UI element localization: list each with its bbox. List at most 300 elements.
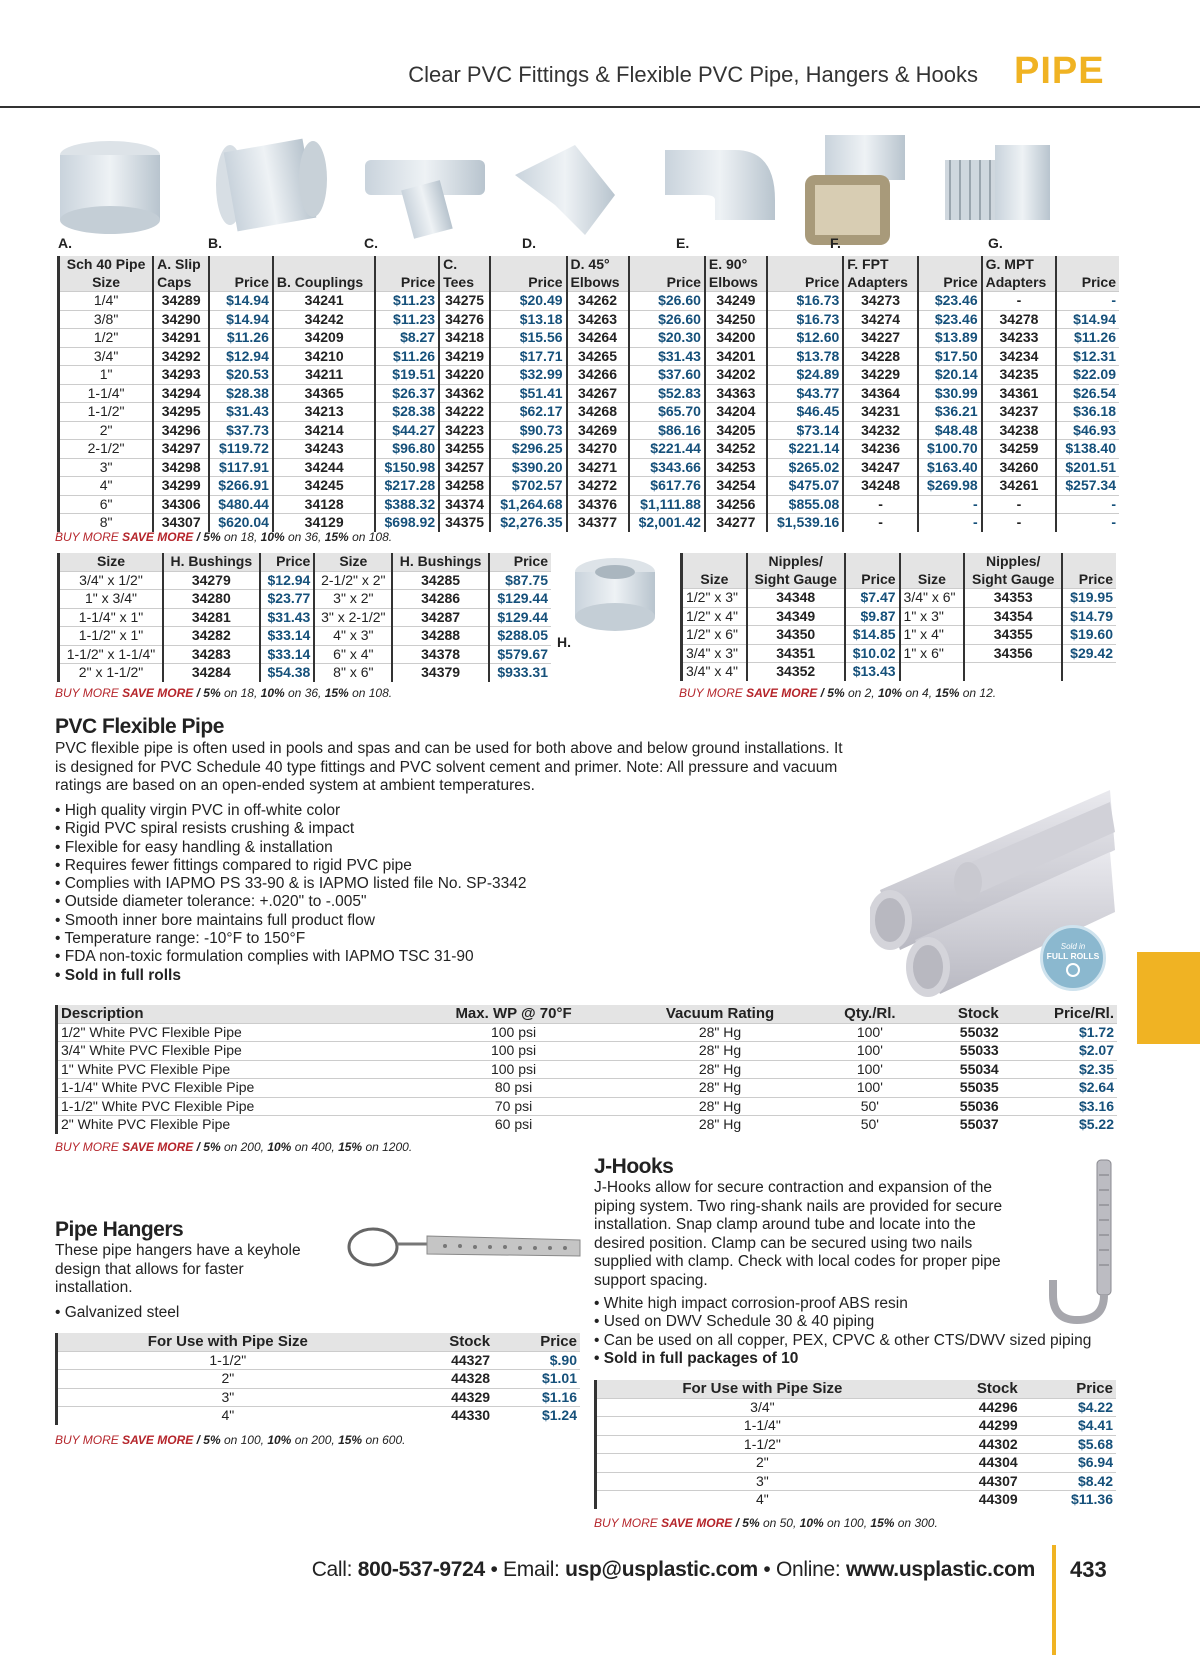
product-letter-a: A. — [58, 235, 72, 251]
table-cell: 44307 — [978, 1472, 1018, 1489]
website-link[interactable]: www.usplastic.com — [845, 1558, 1035, 1581]
table-cell: 34129 — [273, 514, 376, 532]
email-link[interactable]: usp@usplastic.com — [565, 1558, 758, 1581]
table-cell: 34258 — [439, 477, 490, 496]
table-cell: $19.51 — [375, 366, 439, 385]
column-header-line2: Price — [528, 273, 563, 290]
table-cell: 34232 — [843, 421, 918, 440]
table-cell: 28" Hg — [698, 1042, 742, 1058]
table-cell: 34374 — [439, 495, 490, 514]
table-cell: 34281 — [163, 608, 260, 627]
table-cell: 3/8" — [59, 310, 154, 329]
save-more-label: SAVE MORE — [122, 686, 194, 700]
column-header: Vacuum Rating — [620, 1005, 820, 1023]
table-cell: 34352 — [747, 663, 845, 681]
table-cell: 44304 — [978, 1454, 1018, 1470]
table-row — [57, 1097, 1118, 1116]
column-header-line1: Nipples/ — [768, 553, 823, 569]
column-header-line1: A. Slip — [157, 256, 201, 272]
table-cell: $5.68 — [1077, 1435, 1113, 1452]
column-header — [767, 256, 843, 292]
table-cell: $86.16 — [629, 421, 705, 440]
table-cell: 34295 — [153, 403, 209, 422]
feature-item: • Complies with IAPMO PS 33-90 & is IAPMO listed file No. SP-3342 — [55, 875, 775, 893]
feature-item: • FDA non-toxic formulation complies with IAPMO TSC 31-90 — [55, 948, 775, 966]
table-cell: $1.01 — [541, 1370, 577, 1386]
table-cell: $33.14 — [260, 645, 315, 664]
column-header-line2: Price — [400, 273, 436, 290]
discount-2: 10% — [267, 1140, 292, 1154]
table-cell: $30.99 — [918, 384, 982, 403]
table-cell: $579.67 — [489, 645, 551, 664]
jhooks-description: J-Hooks allow for secure contraction and expansion of the piping system. Two ring-shank nails are provided for secure installation. Snap clamp around tube and locate into the desired position. Clamp can be secured using two nails supplied with clamp. Check with local codes for proper pipe support spacing. — [594, 1179, 1003, 1289]
separator: / — [732, 1516, 743, 1530]
table-cell: $26.60 — [629, 310, 705, 329]
table-cell: $221.14 — [767, 440, 843, 459]
column-header: Max. WP @ 70°F — [407, 1005, 620, 1023]
flex-pipe-title: PVC Flexible Pipe — [55, 715, 224, 738]
table-row — [682, 626, 1117, 645]
flex-pipe-features — [55, 802, 775, 985]
table-cell: 34241 — [273, 292, 376, 311]
table-cell: $23.46 — [918, 292, 982, 311]
column-header — [629, 256, 705, 292]
table-cell: $698.92 — [375, 514, 439, 532]
table-cell: $150.98 — [375, 458, 439, 477]
table-cell: 28" Hg — [698, 1097, 742, 1114]
fittings-buy-more — [55, 530, 392, 544]
discount-3: 15% — [338, 1140, 363, 1154]
table-cell: $36.21 — [918, 403, 982, 422]
column-header-line2: Size — [917, 570, 946, 587]
badge-line2: FULL ROLLS — [1046, 951, 1100, 961]
table-cell: $138.40 — [1056, 440, 1119, 459]
table-cell: 1-1/4" White PVC Flexible Pipe — [61, 1079, 255, 1095]
table-cell: $14.85 — [845, 626, 900, 645]
table-cell: 1" White PVC Flexible Pipe — [61, 1060, 231, 1077]
table-cell: $269.98 — [918, 477, 982, 496]
table-cell: 100' — [856, 1042, 883, 1058]
table-cell: 1" x 3/4" — [59, 590, 164, 609]
table-cell: 34209 — [273, 329, 376, 348]
column-header: For Use with Pipe Size — [57, 1333, 398, 1351]
table-cell: 34231 — [843, 403, 918, 422]
table-cell: $62.17 — [490, 403, 566, 422]
discount-3: 15% — [935, 686, 960, 700]
discount-1: 5% — [203, 686, 221, 700]
save-more-label: SAVE MORE — [122, 1140, 194, 1154]
table-cell: 3" — [755, 1472, 769, 1489]
table-cell: $100.70 — [918, 440, 982, 459]
table-cell: 34378 — [392, 645, 489, 664]
column-header-line1: C. — [443, 256, 458, 272]
table-cell: 34210 — [273, 347, 376, 366]
table-cell: 34291 — [153, 329, 209, 348]
column-header-line2: Elbows — [570, 273, 620, 290]
table-cell: 8" x 6" — [314, 664, 392, 682]
table-cell: 34238 — [982, 421, 1057, 440]
discount-3: 15% — [324, 686, 349, 700]
table-cell: 1/2" x 4" — [682, 607, 747, 626]
column-header-line1 — [633, 256, 701, 274]
feature-item: • Temperature range: -10°F to 150°F — [55, 930, 775, 948]
page-footer — [0, 1555, 1200, 1655]
table-cell: 34364 — [843, 384, 918, 403]
table-cell: $13.78 — [767, 347, 843, 366]
table-row — [57, 1370, 581, 1389]
feature-item: • High quality virgin PVC in off-white color — [55, 802, 775, 820]
table-cell: 3/4" x 1/2" — [59, 571, 164, 590]
table-cell: 1-1/2" x 1-1/4" — [59, 645, 164, 664]
table-cell: 34265 — [567, 347, 629, 366]
bushing-image — [570, 552, 660, 642]
table-cell: 34228 — [843, 347, 918, 366]
discount-3: 15% — [324, 530, 349, 544]
pipe-hanger-image — [345, 1222, 585, 1277]
table-cell: $32.99 — [490, 366, 566, 385]
online-label: • Online: — [757, 1558, 846, 1581]
table-cell: 34288 — [392, 627, 489, 646]
table-cell: $3.16 — [1078, 1097, 1114, 1114]
table-cell: $33.14 — [260, 627, 315, 646]
table-cell: 34264 — [567, 329, 629, 348]
table-cell: 34350 — [747, 626, 845, 645]
table-cell: $2,276.35 — [490, 514, 566, 532]
table-cell: $221.44 — [629, 440, 705, 459]
feature-item: • Can be used on all copper, PEX, CPVC & other CTS/DWV sized piping — [594, 1332, 1134, 1350]
separator: / — [817, 686, 828, 700]
table-cell: 44329 — [451, 1388, 491, 1405]
table-cell: 4" — [755, 1491, 769, 1507]
flex-pipe-price-table — [55, 1005, 1117, 1134]
table-cell: 34307 — [153, 514, 209, 532]
column-header: For Use with Pipe Size — [596, 1380, 928, 1398]
column-header-line1 — [213, 256, 269, 274]
table-cell: 34276 — [439, 310, 490, 329]
table-row — [57, 1079, 1118, 1098]
buy-more-label: BUY MORE — [55, 686, 123, 700]
table-row — [59, 347, 1120, 366]
quantity-1: on 100, — [220, 1433, 268, 1447]
table-cell: $2.07 — [1078, 1042, 1114, 1058]
table-cell: 34202 — [705, 366, 767, 385]
table-cell: $2,001.42 — [629, 514, 705, 532]
table-row — [59, 664, 552, 682]
table-cell: 50' — [860, 1116, 879, 1132]
table-cell: 34254 — [705, 477, 767, 496]
table-cell: $20.14 — [918, 366, 982, 385]
table-cell: $12.94 — [260, 571, 315, 590]
hangers-features — [55, 1304, 179, 1322]
table-row — [59, 458, 1120, 477]
column-header — [439, 256, 490, 292]
table-cell: 55036 — [959, 1097, 999, 1114]
table-cell: 34277 — [705, 514, 767, 532]
table-cell: 50' — [860, 1097, 879, 1114]
table-cell: $129.44 — [489, 590, 551, 609]
table-cell: 34294 — [153, 384, 209, 403]
nipples-price-table — [680, 553, 1116, 681]
table-cell: $22.09 — [1056, 366, 1119, 385]
table-cell: 34235 — [982, 366, 1057, 385]
feature-item: • Requires fewer fittings compared to rigid PVC pipe — [55, 857, 775, 875]
table-cell: 1/4" — [59, 292, 154, 311]
table-cell: 2-1/2" x 2" — [314, 571, 392, 590]
table-cell: $11.23 — [375, 292, 439, 311]
table-cell: 34128 — [273, 495, 376, 514]
column-header — [705, 256, 767, 292]
separator: / — [193, 1433, 204, 1447]
table-cell: 34299 — [153, 477, 209, 496]
table-cell: $388.32 — [375, 495, 439, 514]
column-header-line2: Price — [234, 273, 269, 290]
table-cell: 1-1/4" — [743, 1417, 781, 1433]
column-header-line2: Sight Gauge — [972, 570, 1055, 587]
jhooks-price-table — [594, 1380, 1116, 1509]
email-label: • Email: — [484, 1558, 566, 1581]
column-header-line2: Tees — [443, 273, 474, 290]
flex-buy-more — [55, 1140, 412, 1154]
table-cell: $96.80 — [375, 440, 439, 459]
table-cell: 100' — [856, 1079, 883, 1095]
table-cell: 34283 — [163, 645, 260, 664]
table-cell: $13.89 — [918, 329, 982, 348]
product-letter-d: D. — [522, 235, 536, 251]
table-cell: 1/2" x 6" — [682, 626, 747, 645]
column-header-line2: Price — [1081, 273, 1116, 290]
table-cell: 34271 — [567, 458, 629, 477]
quantity-2: on 36, — [284, 530, 325, 544]
table-cell: 34376 — [567, 495, 629, 514]
table-cell: $9.87 — [845, 607, 900, 626]
discount-3: 15% — [870, 1516, 895, 1530]
table-cell: $620.04 — [209, 514, 273, 532]
quantity-2: on 100, — [823, 1516, 871, 1530]
section-label: PIPE — [1014, 50, 1105, 92]
table-cell: $31.43 — [260, 608, 315, 627]
phone-number[interactable]: 800-537-9724 — [357, 1558, 485, 1581]
table-cell: $8.27 — [375, 329, 439, 348]
column-header: H. Bushings — [392, 553, 489, 571]
table-cell: 4" x 3" — [314, 627, 392, 646]
table-cell: 34289 — [153, 292, 209, 311]
table-cell: 1-1/2" x 1" — [59, 627, 164, 646]
table-row — [59, 421, 1120, 440]
table-cell: $28.38 — [375, 403, 439, 422]
quantity-1: on 18, — [220, 686, 261, 700]
column-header-line2: Price — [805, 273, 840, 290]
table-cell: $12.31 — [1056, 347, 1119, 366]
table-cell: 55034 — [959, 1060, 999, 1077]
table-row — [59, 495, 1120, 514]
table-cell: $28.38 — [209, 384, 273, 403]
table-cell: $17.50 — [918, 347, 982, 366]
column-header: Price — [1021, 1380, 1116, 1398]
elbow45-image — [515, 145, 615, 235]
table-cell: $2.64 — [1078, 1079, 1114, 1095]
table-cell: 55032 — [959, 1023, 999, 1040]
table-row — [682, 607, 1117, 626]
table-cell: 100' — [856, 1023, 883, 1040]
table-cell: 1-1/2" White PVC Flexible Pipe — [61, 1097, 255, 1114]
table-cell: $17.71 — [490, 347, 566, 366]
table-cell: $46.93 — [1056, 421, 1119, 440]
quantity-1: on 18, — [220, 530, 261, 544]
column-header-line2: Size — [92, 273, 121, 290]
table-cell: 34204 — [705, 403, 767, 422]
table-cell: $65.70 — [629, 403, 705, 422]
feature-item: • Outside diameter tolerance: +.020" to -.005" — [55, 893, 775, 911]
table-cell: $19.95 — [1062, 589, 1116, 608]
fpt-adapter-image — [805, 135, 905, 245]
column-header-line2: Price — [1078, 570, 1113, 587]
column-header: H. Bushings — [163, 553, 260, 571]
table-cell: 34244 — [273, 458, 376, 477]
column-header-line1: E. 90° — [708, 256, 748, 272]
table-cell: 3" — [221, 1388, 235, 1405]
table-cell: 3/4" — [750, 1398, 775, 1415]
table-cell: 34354 — [964, 607, 1062, 626]
table-cell: $390.20 — [490, 458, 566, 477]
quantity-3: on 12. — [959, 686, 997, 700]
column-header — [845, 553, 900, 589]
table-cell: 34284 — [163, 664, 260, 682]
table-cell: 34356 — [964, 644, 1062, 663]
table-cell: 34348 — [747, 589, 845, 608]
table-row — [59, 590, 552, 609]
column-header: Size — [59, 553, 164, 571]
table-cell: 34278 — [982, 310, 1057, 329]
table-cell: 34293 — [153, 366, 209, 385]
separator: / — [193, 530, 204, 544]
feature-item: • Smooth inner bore maintains full product flow — [55, 912, 775, 930]
table-cell: $51.41 — [490, 384, 566, 403]
table-cell: - — [843, 514, 918, 532]
table-row — [596, 1398, 1117, 1417]
table-row — [682, 663, 1117, 681]
column-header: Price — [489, 553, 551, 571]
table-row — [596, 1491, 1117, 1509]
quantity-2: on 400, — [291, 1140, 339, 1154]
table-cell: 2" White PVC Flexible Pipe — [61, 1116, 231, 1132]
table-cell: $201.51 — [1056, 458, 1119, 477]
table-cell: 1-1/2" — [743, 1435, 781, 1452]
table-cell: 60 psi — [494, 1116, 533, 1132]
table-row — [57, 1407, 581, 1425]
table-cell: $26.54 — [1056, 384, 1119, 403]
feature-item: • Rigid PVC spiral resists crushing & impact — [55, 820, 775, 838]
table-cell: - — [918, 495, 982, 514]
table-cell: 34253 — [705, 458, 767, 477]
table-cell: 34270 — [567, 440, 629, 459]
column-header — [209, 256, 273, 292]
discount-1: 5% — [827, 686, 845, 700]
jhooks-buy-more — [594, 1516, 938, 1530]
buy-more-label: BUY MORE — [55, 530, 123, 544]
column-header-line1 — [771, 256, 839, 274]
column-header — [567, 256, 629, 292]
column-header — [900, 553, 965, 589]
table-row — [59, 292, 1120, 311]
table-cell: 34245 — [273, 477, 376, 496]
buy-more-label: BUY MORE — [55, 1140, 123, 1154]
table-cell: $52.83 — [629, 384, 705, 403]
table-cell: 34349 — [747, 607, 845, 626]
column-header-line1: Sch 40 Pipe — [66, 256, 146, 272]
jhooks-title: J-Hooks — [594, 1155, 674, 1178]
table-row — [57, 1023, 1118, 1042]
table-cell: 44302 — [978, 1435, 1018, 1452]
table-cell: $4.41 — [1077, 1417, 1113, 1433]
table-row — [59, 403, 1120, 422]
column-header-line2: Size — [700, 570, 729, 587]
column-header: Stock — [928, 1380, 1021, 1398]
column-header: Size — [314, 553, 392, 571]
table-cell: $296.25 — [490, 440, 566, 459]
table-row — [596, 1417, 1117, 1436]
table-cell: 3" x 2-1/2" — [314, 608, 392, 627]
table-cell: 3/4" White PVC Flexible Pipe — [61, 1042, 242, 1058]
table-cell: 34263 — [567, 310, 629, 329]
table-cell: $343.66 — [629, 458, 705, 477]
table-cell: 34257 — [439, 458, 490, 477]
table-cell: 34363 — [705, 384, 767, 403]
save-more-label: SAVE MORE — [122, 1433, 194, 1447]
table-cell: 34211 — [273, 366, 376, 385]
table-cell: 34353 — [964, 589, 1062, 608]
table-cell: 28" Hg — [698, 1079, 742, 1095]
column-header-line1: Nipples/ — [985, 553, 1041, 569]
table-cell: 44327 — [451, 1351, 491, 1368]
hangers-price-table — [55, 1333, 580, 1425]
table-cell: 34248 — [843, 477, 918, 496]
table-cell: $54.38 — [260, 664, 315, 682]
table-cell: $288.05 — [489, 627, 551, 646]
table-cell: $702.57 — [490, 477, 566, 496]
table-cell: $129.44 — [489, 608, 551, 627]
table-cell: 34279 — [163, 571, 260, 590]
flex-pipe-description: PVC flexible pipe is often used in pools and spas and can be used for both above and below ground installations. It is designed for PVC Schedule 40 type fittings and PVC solvent cement and primer. Note: All pressure and vacuum ratings are based on an open-ended system at ambient temperatures. — [55, 740, 843, 794]
table-cell: 6" x 4" — [314, 645, 392, 664]
table-cell: $217.28 — [375, 477, 439, 496]
table-cell: 34262 — [567, 292, 629, 311]
table-cell: 34205 — [705, 421, 767, 440]
table-cell: $11.26 — [209, 329, 273, 348]
product-letter-b: B. — [208, 235, 222, 251]
table-cell: 34223 — [439, 421, 490, 440]
table-cell: $20.49 — [490, 292, 566, 311]
column-header: Stock — [398, 1333, 493, 1351]
table-row — [57, 1060, 1118, 1079]
column-header: Price — [493, 1333, 580, 1351]
table-cell: 1-1/2" — [209, 1351, 247, 1368]
quantity-3: on 300. — [894, 1516, 938, 1530]
table-cell: $1.72 — [1078, 1023, 1114, 1040]
nipples-buy-more — [679, 686, 996, 700]
product-letter-e: E. — [676, 235, 690, 251]
table-cell: 34201 — [705, 347, 767, 366]
table-cell: 34213 — [273, 403, 376, 422]
table-cell: 34214 — [273, 421, 376, 440]
quantity-3: on 1200. — [362, 1140, 413, 1154]
quantity-3: on 108. — [348, 686, 393, 700]
table-cell: $12.60 — [767, 329, 843, 348]
table-cell: 34286 — [392, 590, 489, 609]
table-cell: $11.23 — [375, 310, 439, 329]
table-cell: 34237 — [982, 403, 1057, 422]
table-row — [59, 310, 1120, 329]
column-header — [490, 256, 566, 292]
